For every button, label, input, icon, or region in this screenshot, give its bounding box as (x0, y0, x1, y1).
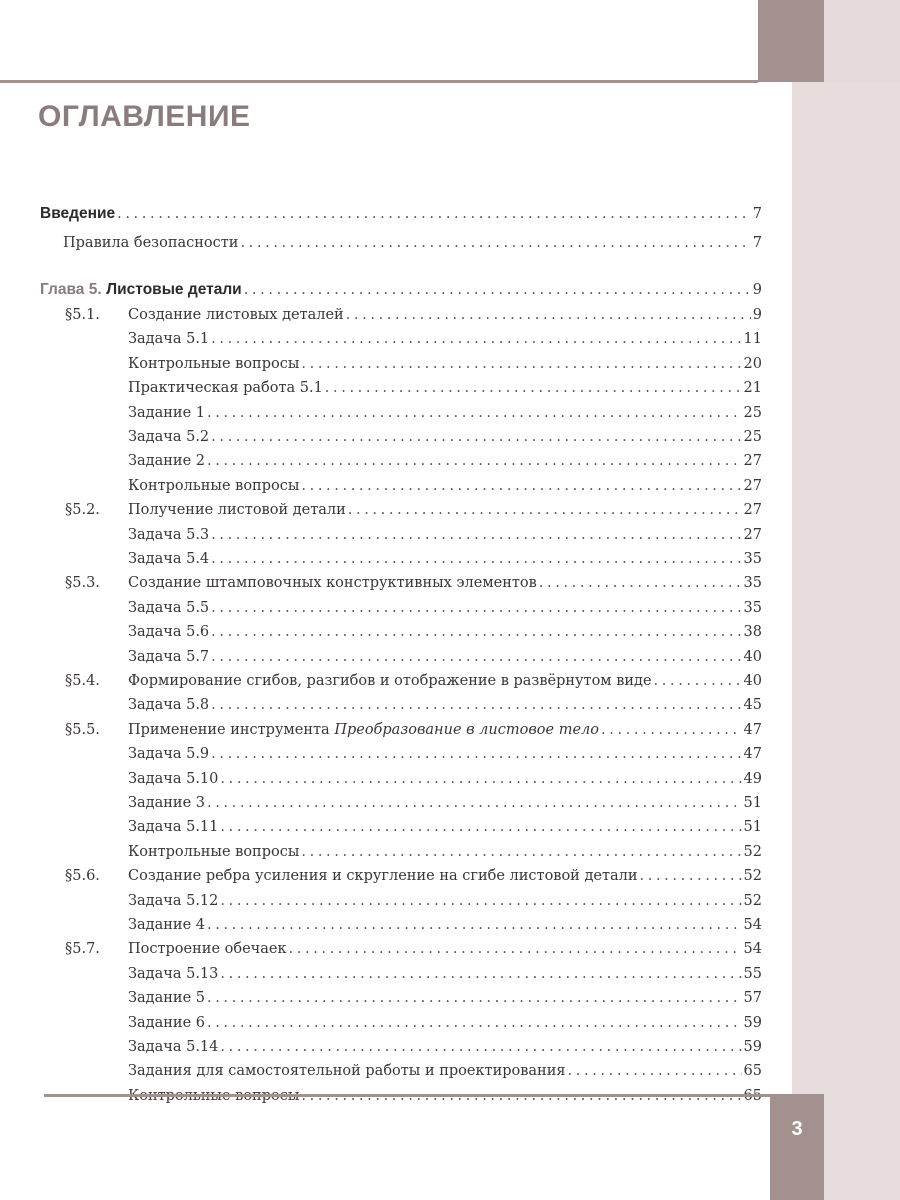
toc-entry[interactable] (65, 1036, 762, 1058)
dot-leader (211, 524, 741, 546)
section-number: §5.3. (65, 575, 100, 592)
toc-entry-section[interactable] (65, 938, 762, 960)
entry-label: Задача 5.8 (128, 697, 210, 714)
toc-entry[interactable] (65, 694, 762, 716)
entry-label: Задание 2 (128, 453, 205, 470)
dot-leader (568, 1060, 742, 1082)
entry-label: Задача 5.13 (128, 965, 219, 982)
dot-leader (220, 890, 741, 912)
page-number: 3 (791, 1118, 803, 1140)
dot-leader (301, 353, 741, 375)
toc-entry[interactable] (65, 475, 762, 497)
dot-leader (539, 572, 742, 594)
toc-entry[interactable] (65, 987, 762, 1009)
dot-leader (220, 1036, 741, 1058)
dot-leader (654, 670, 742, 692)
toc-entry[interactable] (65, 450, 762, 472)
entry-page: 25 (743, 429, 762, 445)
entry-page: 38 (743, 624, 762, 641)
entry-page: 7 (752, 206, 762, 222)
dot-leader (207, 987, 742, 1009)
entry-label: Задача 5.7 (128, 648, 210, 665)
entry-page: 52 (743, 843, 762, 860)
dot-leader (348, 499, 742, 521)
entry-page: 65 (743, 1063, 762, 1080)
entry-page: 9 (752, 307, 762, 323)
dot-leader (289, 938, 742, 960)
entry-label: Получение листовой детали (128, 502, 346, 519)
entry-page: 35 (743, 599, 762, 616)
section-number: §5.7. (65, 941, 100, 958)
entry-page: 49 (743, 770, 762, 787)
toc-entry[interactable] (65, 792, 762, 814)
entry-page: 47 (743, 746, 762, 763)
entry-label: Задача 5.6 (128, 624, 210, 641)
section-number: §5.1. (65, 307, 100, 323)
entry-page: 27 (743, 477, 762, 494)
entry-label: Задание 6 (128, 1014, 205, 1031)
entry-page: 54 (743, 941, 762, 958)
dot-leader (207, 402, 742, 424)
entry-label: Задача 5.12 (128, 892, 219, 909)
entry-page: 59 (743, 1014, 762, 1031)
entry-label: Листовые детали (106, 281, 242, 298)
entry-label: Задача 5.14 (128, 1039, 219, 1055)
entry-label: Задание 4 (128, 917, 205, 933)
toc-entry[interactable] (65, 914, 762, 936)
entry-label: Правила безопасности (63, 235, 239, 251)
toc-entry[interactable] (65, 621, 762, 643)
dot-leader (211, 548, 741, 570)
entry-label: Контрольные вопросы (128, 477, 300, 494)
entry-label: Контрольные вопросы (128, 355, 300, 372)
entry-page: 35 (743, 551, 762, 567)
entry-label: Задание 1 (128, 404, 205, 421)
dot-leader (211, 743, 741, 765)
toc-entry[interactable] (65, 1012, 762, 1034)
toc-entry[interactable] (65, 841, 762, 863)
dot-leader (346, 304, 751, 326)
entry-label: Задача 5.1 (128, 331, 210, 348)
toc-entry[interactable] (65, 377, 762, 399)
entry-page: 55 (743, 965, 762, 982)
dot-leader (301, 475, 741, 497)
entry-label: Создание штамповочных конструктивных элементов (128, 575, 537, 592)
entry-page: 11 (743, 331, 762, 348)
dot-leader (244, 279, 751, 301)
entry-page: 35 (743, 575, 762, 592)
dot-leader (207, 792, 742, 814)
dot-leader (211, 694, 741, 716)
toc-entry[interactable] (65, 743, 762, 765)
dot-leader (211, 646, 741, 668)
dot-leader (601, 719, 742, 741)
section-number: §5.4. (65, 673, 100, 689)
entry-page: 7 (752, 235, 762, 251)
toc-entry-safety[interactable] (63, 232, 762, 254)
entry-page: 27 (743, 453, 762, 470)
toc-entry[interactable] (65, 524, 762, 546)
entry-label: Задание 3 (128, 795, 205, 811)
footer-rule (44, 1094, 772, 1097)
dot-leader (117, 203, 751, 225)
toc-entry-section[interactable] (65, 572, 762, 594)
dot-leader (211, 328, 741, 350)
page-edge (824, 0, 900, 82)
entry-page: 40 (743, 673, 762, 689)
entry-label: Применение инструмента (128, 721, 335, 738)
toc-entry[interactable] (65, 402, 762, 424)
toc-entry[interactable] (65, 426, 762, 448)
entry-page: 9 (752, 282, 762, 298)
entry-label: Задача 5.11 (128, 819, 219, 836)
page-title: ОГЛАВЛЕНИЕ (38, 100, 251, 133)
dot-leader (220, 768, 741, 790)
toc-entry[interactable] (65, 890, 762, 912)
entry-label: Контрольные вопросы (128, 843, 300, 860)
dot-leader (207, 914, 742, 936)
entry-label: Задача 5.2 (128, 429, 210, 445)
toc-entry-section[interactable] (65, 865, 762, 887)
toc-entry[interactable] (65, 353, 762, 375)
toc-entry-section[interactable] (65, 304, 762, 326)
toc-entry[interactable] (65, 597, 762, 619)
entry-label: Создание листовых деталей (128, 307, 344, 323)
dot-leader (220, 963, 741, 985)
entry-page: 59 (743, 1039, 762, 1055)
entry-page: 27 (743, 502, 762, 519)
toc-entry-section[interactable] (65, 499, 762, 521)
toc-entry[interactable] (65, 328, 762, 350)
section-number: §5.6. (65, 868, 100, 885)
toc-entry[interactable] (65, 646, 762, 668)
entry-page: 45 (743, 697, 762, 714)
entry-label-italic: Преобразование в листовое тело (334, 721, 600, 738)
section-number: §5.5. (65, 721, 100, 738)
entry-label: Построение обечаек (128, 941, 287, 958)
header-rule (0, 80, 758, 83)
toc-entry[interactable] (65, 1060, 762, 1082)
dot-leader (640, 865, 742, 887)
entry-page: 25 (743, 404, 762, 421)
toc-entry[interactable] (65, 963, 762, 985)
toc-entry-chapter[interactable] (40, 279, 762, 301)
entry-label: Практическая работа 5.1 (128, 380, 323, 397)
entry-label: Введение (40, 205, 116, 222)
entry-page: 47 (743, 721, 762, 738)
toc-entry[interactable] (65, 816, 762, 838)
header-tab (758, 0, 824, 82)
entry-page: 51 (743, 795, 762, 811)
entry-label: Задания для самостоятельной работы и проектирования (128, 1063, 566, 1080)
dot-leader (211, 426, 741, 448)
entry-page: 54 (743, 917, 762, 933)
entry-label: Задача 5.5 (128, 599, 210, 616)
dot-leader (220, 816, 741, 838)
entry-page: 52 (743, 892, 762, 909)
entry-label: Задача 5.9 (128, 746, 210, 763)
entry-label: Создание ребра усиления и скругление на сгибе листовой детали (128, 868, 638, 885)
entry-page: 40 (743, 648, 762, 665)
dot-leader (211, 621, 741, 643)
entry-page: 21 (743, 380, 762, 397)
dot-leader (301, 841, 741, 863)
chapter-number: Глава 5. (40, 281, 102, 298)
dot-leader (325, 377, 742, 399)
dot-leader (207, 1012, 742, 1034)
toc-entry[interactable] (65, 548, 762, 570)
section-number: §5.2. (65, 502, 100, 519)
dot-leader (207, 450, 742, 472)
dot-leader (240, 232, 750, 254)
entry-label: Формирование сгибов, разгибов и отображение в развёрнутом виде (128, 673, 652, 689)
footer-tab (770, 1094, 824, 1200)
entry-label: Задача 5.3 (128, 526, 210, 543)
toc-entry[interactable] (65, 768, 762, 790)
entry-page: 51 (743, 819, 762, 836)
page-edge (792, 82, 900, 1200)
entry-page: 52 (743, 868, 762, 885)
toc-entry-section[interactable] (65, 670, 762, 692)
toc-entry-section[interactable] (65, 719, 762, 741)
entry-page: 27 (743, 526, 762, 543)
entry-page: 57 (743, 990, 762, 1007)
dot-leader (211, 597, 741, 619)
entry-label: Задание 5 (128, 990, 205, 1007)
entry-label: Задача 5.4 (128, 551, 210, 567)
toc-entry-intro[interactable] (40, 203, 762, 225)
entry-page: 20 (743, 355, 762, 372)
entry-label: Задача 5.10 (128, 770, 219, 787)
